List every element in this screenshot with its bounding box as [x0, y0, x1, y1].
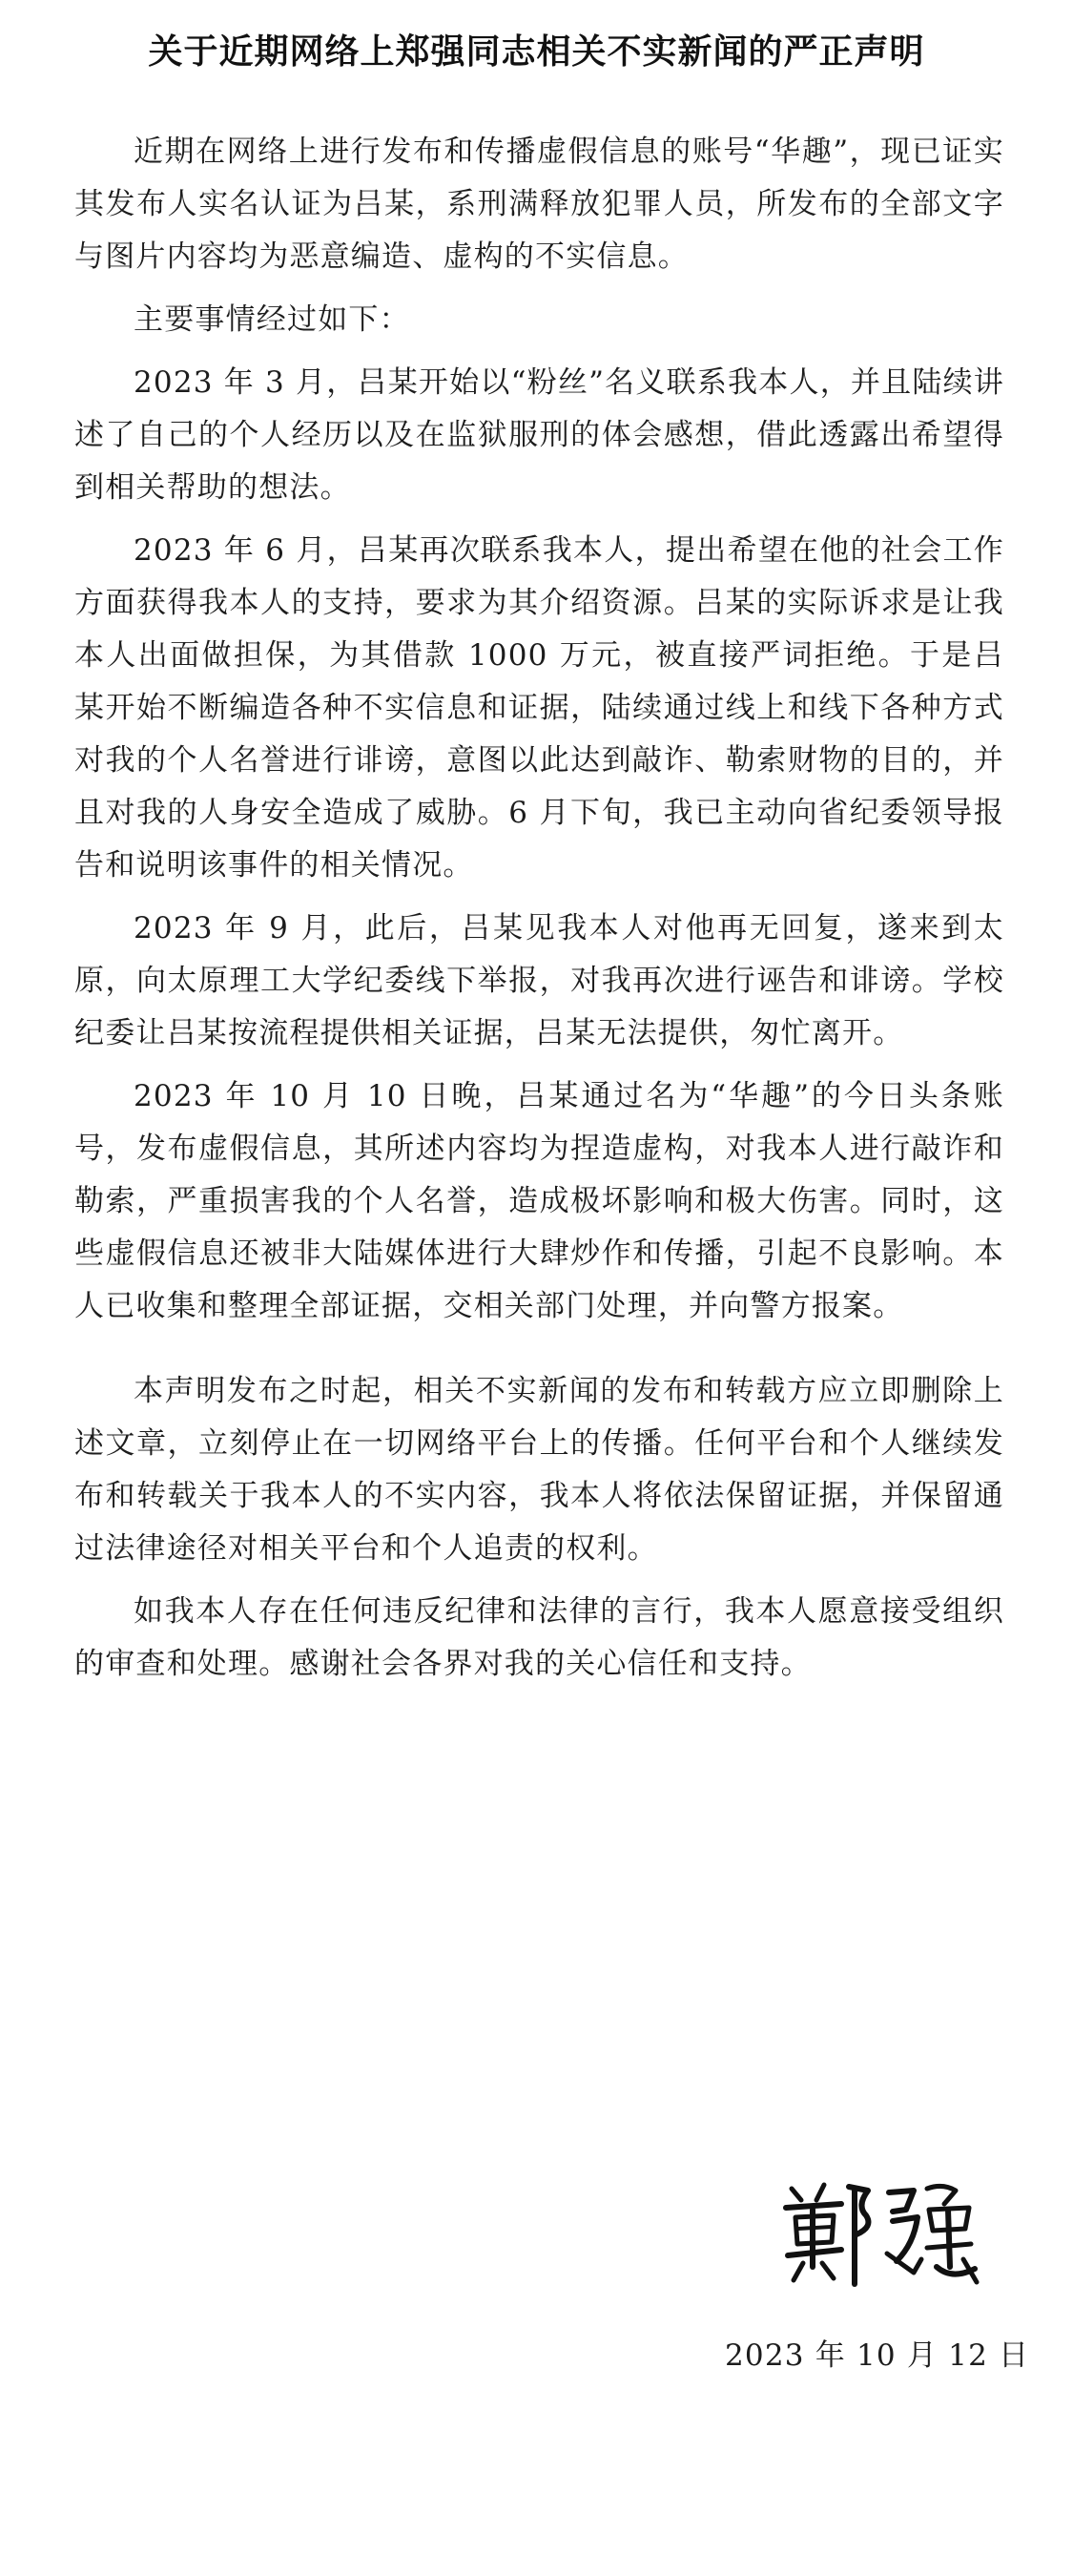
paragraph-intro: 近期在网络上进行发布和传播虚假信息的账号“华趣”，现已证实其发布人实名认证为吕某，系刑满释放犯罪人员，所发布的全部文字与图片内容均为恶意编造、虚构的不实信息。	[74, 135, 1004, 274]
paragraph-june: 2023 年 6 月，吕某再次联系我本人，提出希望在他的社会工作方面获得我本人的支持，要求为其介绍资源。吕某的实际诉求是让我本人出面做担保，为其借款 1000 万元，被直接严词拒绝。于是吕某开始不断编造各种不实信息和证据，陆续通过线上和线下各种方式对我的个人名誉进行诽谤，意图以此达到敲诈、勒索财物的目的，并且对我的人身安全造成了威胁。6 月下旬，我已主动向省纪委领导报告和说明该事件的相关情况。	[74, 533, 1004, 883]
statement-date: 2023 年 10 月 12 日	[725, 2338, 1030, 2373]
paragraph-october: 2023 年 10 月 10 日晚，吕某通过名为“华趣”的今日头条账号，发布虚假信息，其所述内容均为捏造虚构，对我本人进行敲诈和勒索，严重损害我的个人名誉，造成极坏影响和极大伤害。同时，这些虚假信息还被非大陆媒体进行大肆炒作和传播，引起不良影响。本人已收集和整理全部证据，交相关部门处理，并向警方报案。	[74, 1079, 1004, 1323]
paragraph-march: 2023 年 3 月，吕某开始以“粉丝”名义联系我本人，并且陆续讲述了自己的个人经历以及在监狱服刑的体会感想，借此透露出希望得到相关帮助的想法。	[74, 365, 1004, 505]
paragraph-closing: 如我本人存在任何违反纪律和法律的言行，我本人愿意接受组织的审查和处理。感谢社会各界对我的关心信任和支持。	[74, 1594, 1004, 1681]
handwritten-signature	[774, 2168, 984, 2292]
paragraph-september: 2023 年 9 月，此后，吕某见我本人对他再无回复，遂来到太原，向太原理工大学纪委线下举报，对我再次进行诬告和诽谤。学校纪委让吕某按流程提供相关证据，吕某无法提供，匆忙离开。	[74, 911, 1004, 1050]
paragraph-summary-heading: 主要事情经过如下：	[134, 302, 410, 337]
statement-body	[74, 126, 1004, 1691]
statement-title: 关于近期网络上郑强同志相关不实新闻的严正声明	[148, 32, 925, 72]
paragraph-demand: 本声明发布之时起，相关不实新闻的发布和转载方应立即删除上述文章，立刻停止在一切网络平台上的传播。任何平台和个人继续发布和转载关于我本人的不实内容，我本人将依法保留证据，并保留通过法律途径对相关平台和个人追责的权利。	[74, 1374, 1004, 1566]
